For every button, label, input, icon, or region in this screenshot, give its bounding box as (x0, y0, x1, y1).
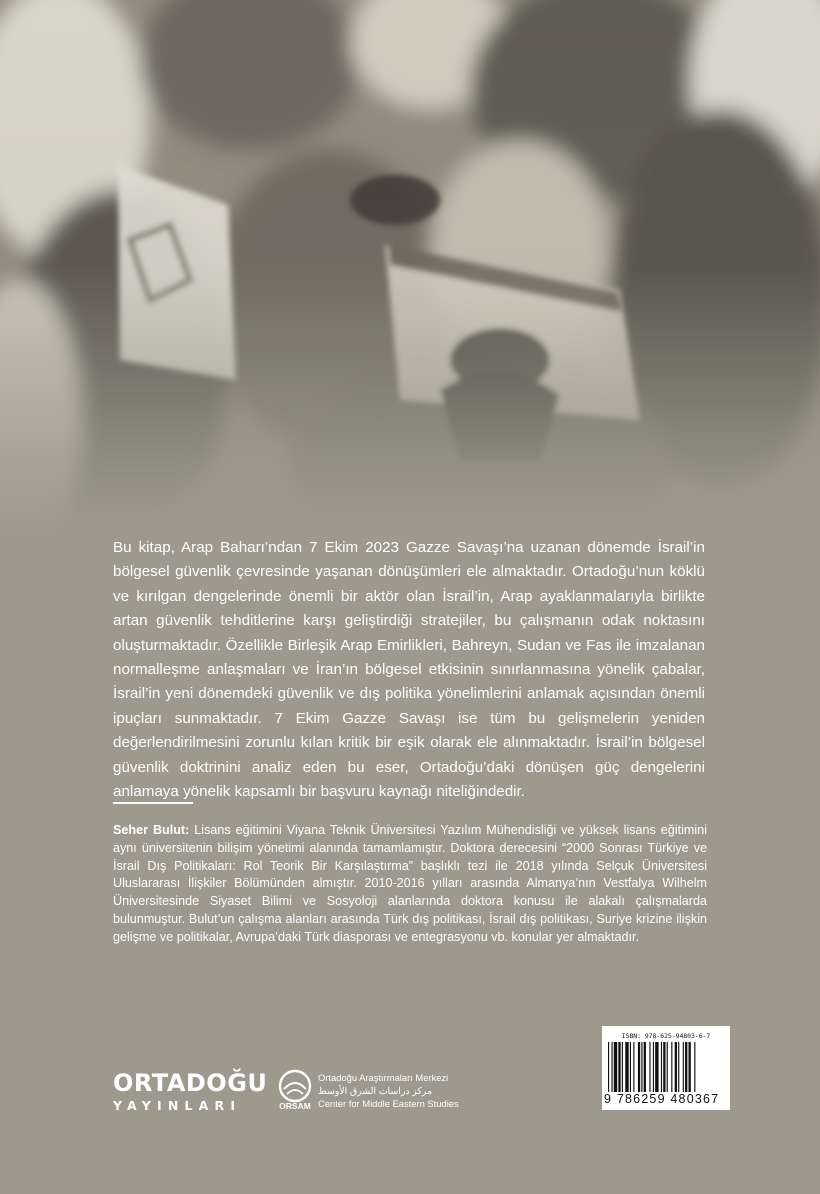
barcode-icon (608, 1042, 724, 1092)
section-divider (113, 802, 193, 804)
orsam-name-tr: Ortadoğu Araştırmaları Merkezi (318, 1072, 449, 1083)
author-bio-paragraph (113, 822, 707, 947)
isbn-barcode (602, 1026, 730, 1110)
orsam-logo (276, 1069, 476, 1115)
author-bio: Lisans eğitimini Viyana Teknik Üniversitesi Yazılım Mühendisliği ve yüksek lisans eğitimini aynı üniversitenin bilişim yönetimi alanında tamamlamıştır. Doktora derecesini “2000 Sonrası Türkiye ve İsrail Dış Politikaları: Rol Teorik Bir Karşılaştırma” başlıklı tezi ile 2018 yılında Selçuk Üniversitesi Uluslararası İlişkiler Bölümünden almıştır. 2010-2016 yılları arasında Almanya’nın Vestfalya Wilhelm Üniversitesinde Siyaset Bilimi ve Sosyoloji alanlarında doktora konusu ile alakalı çalışmalarda bulunmuştur. Bulut’un çalışma alanları arasında Türk dış politikası, İsrail dış politikası, Suriye krizine ilişkin gelişme ve politikalar, Avrupa’daki Türk diasporası ve entegrasyonu vb. konular yer almaktadır. (113, 823, 708, 944)
book-summary: Bu kitap, Arap Baharı’ndan 7 Ekim 2023 Gazze Savaşı’na uzanan dönemde İsrail’in bölgesel güvenlik çevresinde yaşanan dönüşümleri ele almaktadır. Ortadoğu’nun köklü ve kırılgan dengelerinde önemli bir aktör olan İsrail’in, Arap ayaklanmalarıyla birlikte artan güvenlik tehditlerine karşı geliştirdiği stratejiler, bu çalışmanın odak noktasını oluşturmaktadır. Özellikle Birleşik Arap Emirlikleri, Bahreyn, Sudan ve Fas ile imzalanan normalleşme anlaşmaları ve İran’ın bölgesel etkisinin sınırlanmasına yönelik çabalar, İsrail’in yeni dönemdeki güvenlik ve dış politika yönelimlerini anlamak açısından önemli ipuçları sunmaktadır. 7 Ekim Gazze Savaşı ise tüm bu gelişmelerin yeniden değerlendirilmesini zorunlu kılan kritik bir eşik olarak ele alınmaktadır. İsrail’in bölgesel güvenlik doktrinini analiz eden bu eser, Ortadoğu’daki dönüşen güç dengelerini anlamaya yönelik kapsamlı bir başvuru kaynağı niteliğindedir. (113, 539, 705, 801)
isbn-digits: 9 786259 480367 (604, 1092, 720, 1106)
orsam-emblem-text: ORSAM (279, 1101, 311, 1111)
author-name: Seher Bulut: (113, 823, 190, 837)
orsam-name-ar: مركز دراسات الشرق الأوسط (318, 1085, 432, 1096)
publisher-subtitle: YAYINLARI (113, 1098, 242, 1113)
orsam-name-en: Center for Middle Eastern Studies (318, 1098, 459, 1109)
publisher-name: ORTADOĞU (113, 1069, 268, 1097)
isbn-label: ISBN: 978-625-94803-6-7 (621, 1032, 711, 1040)
orsam-emblem-icon (276, 1069, 314, 1111)
publisher-logo (113, 1069, 268, 1115)
